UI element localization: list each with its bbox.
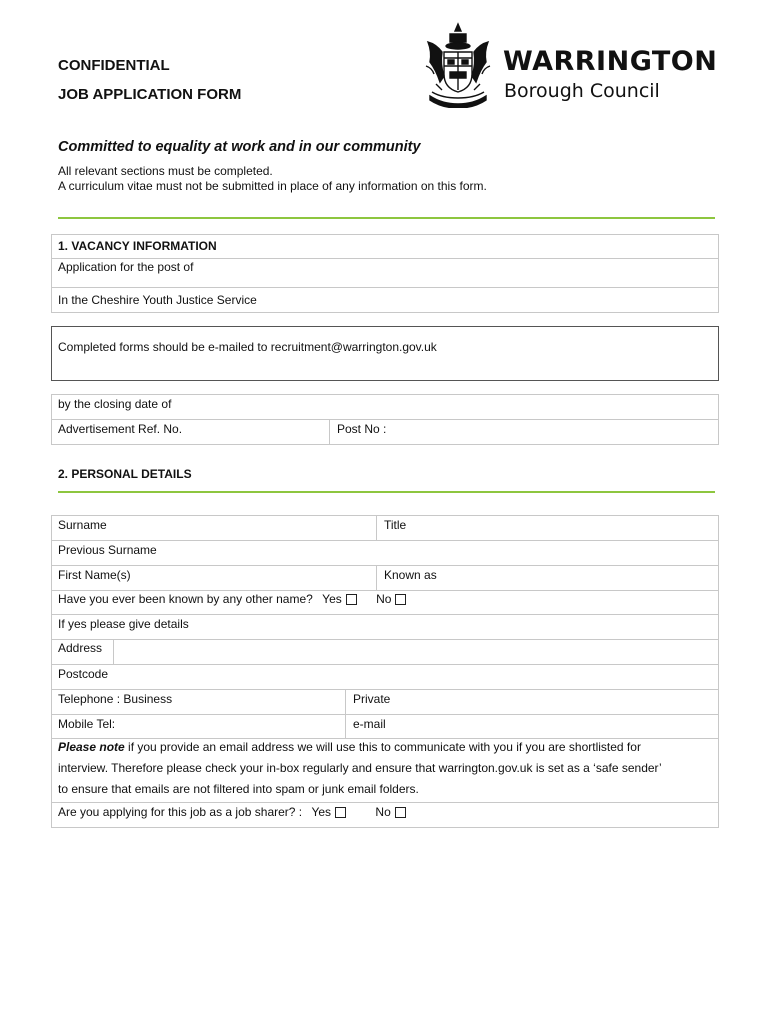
mobile-label: Mobile Tel: (58, 717, 116, 731)
title-field[interactable] (377, 513, 719, 540)
post-field[interactable] (51, 255, 719, 287)
other-name-question: Have you ever been known by any other name? (58, 592, 313, 606)
job-share-row (51, 800, 719, 819)
mobile-field[interactable] (51, 712, 345, 738)
job-share-yes-label: Yes (311, 805, 332, 819)
other-name-no-checkbox[interactable] (395, 594, 406, 605)
previous-surname-field[interactable] (51, 538, 719, 565)
note-bold: Please note (58, 740, 125, 754)
other-name-no-label: No (376, 592, 392, 606)
known-as-label: Known as (384, 568, 437, 582)
business-tel-field[interactable] (51, 687, 345, 714)
other-name-yes-checkbox[interactable] (346, 594, 357, 605)
other-name-details-field[interactable] (51, 612, 719, 639)
divider (58, 217, 715, 219)
other-name-yes-label: Yes (322, 592, 342, 606)
closing-date-field[interactable] (51, 392, 719, 419)
previous-surname-label: Previous Surname (58, 543, 157, 557)
postcode-field[interactable] (51, 662, 719, 689)
job-share-no-checkbox[interactable] (395, 807, 406, 818)
known-as-field[interactable] (377, 563, 719, 590)
note-line-1: if you provide an email address we will use this to communicate with you if you are shortlisted for (124, 740, 641, 754)
other-name-details-label: If yes please give details (58, 617, 189, 631)
post-no-field[interactable] (330, 417, 719, 445)
email-note: Completed forms should be e-mailed to recruitment@warrington.gov.uk (58, 340, 437, 354)
job-share-no-label: No (375, 805, 391, 819)
vacancy-section-title: 1. VACANCY INFORMATION (58, 239, 217, 253)
private-tel-label: Private (353, 692, 391, 706)
note-line-3: to ensure that emails are not filtered into spam or junk email folders. (58, 782, 419, 796)
job-share-yes-checkbox[interactable] (335, 807, 346, 818)
business-tel-label: Telephone : Business (58, 692, 173, 706)
closing-date-label: by the closing date of (58, 397, 172, 411)
private-tel-field[interactable] (346, 687, 719, 714)
email-note-paragraph (58, 737, 718, 800)
service-label: In the Cheshire Youth Justice Service (58, 293, 257, 307)
address-label: Address (58, 641, 103, 655)
advert-ref-field[interactable] (51, 417, 329, 445)
note-line-2: interview. Therefore please check your in-box regularly and ensure that warrington.gov.uk is set as a ‘safe sender’ (58, 761, 662, 775)
title-label: Title (384, 518, 407, 532)
other-name-row (51, 587, 719, 606)
tagline: Committed to equality at work and in our community (58, 139, 421, 155)
email-field[interactable] (346, 712, 719, 738)
first-names-field[interactable] (51, 563, 376, 590)
address-field[interactable] (51, 636, 719, 664)
job-share-question: Are you applying for this job as a job sharer? : (58, 805, 303, 819)
surname-field[interactable] (51, 513, 376, 540)
surname-label: Surname (58, 518, 107, 532)
first-names-label: First Name(s) (58, 568, 131, 582)
confidential-label: CONFIDENTIAL (58, 57, 170, 74)
personal-section-title: 2. PERSONAL DETAILS (58, 467, 192, 481)
org-subtitle: Borough Council (504, 80, 660, 102)
postcode-label: Postcode (58, 667, 109, 681)
org-name: WARRINGTON (503, 46, 718, 77)
post-no-label: Post No : (337, 422, 387, 436)
email-label: e-mail (353, 717, 386, 731)
advert-ref-label: Advertisement Ref. No. (58, 422, 183, 436)
form-title: JOB APPLICATION FORM (58, 86, 242, 103)
intro-line-1: All relevant sections must be completed. (58, 164, 273, 178)
intro-line-2: A curriculum vitae must not be submitted in place of any information on this form. (58, 179, 487, 193)
post-label: Application for the post of (58, 260, 194, 274)
divider (58, 491, 715, 493)
coat-of-arms-icon (422, 22, 494, 108)
